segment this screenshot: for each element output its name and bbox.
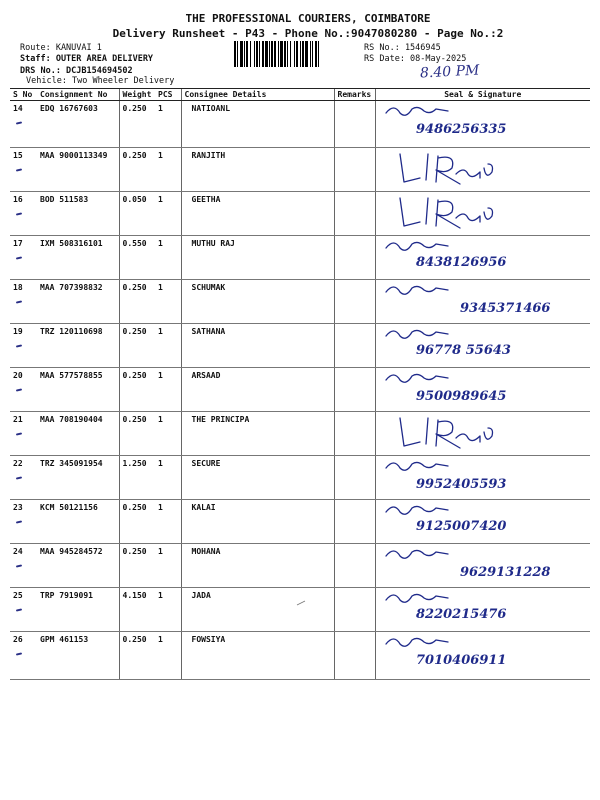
handwritten-signature xyxy=(376,588,586,628)
cell-weight: 0.250 xyxy=(119,632,155,680)
route-label: Route: KANUVAI 1 xyxy=(20,43,102,53)
handwritten-signature xyxy=(376,456,586,496)
cell-weight: 0.250 xyxy=(119,101,155,148)
handwritten-phone: 8438126956 xyxy=(415,255,506,270)
cell-remarks xyxy=(334,544,375,588)
handwritten-signature xyxy=(376,280,586,320)
cell-remarks xyxy=(334,588,375,632)
cell-sno: 24 xyxy=(10,544,37,588)
table-row xyxy=(10,412,590,456)
cell-consignee: RANJITH xyxy=(181,148,334,192)
cell-consignee: MOHANA xyxy=(181,544,334,588)
cell-pcs: 1 xyxy=(155,192,181,236)
staff-label: Staff: OUTER AREA DELIVERY xyxy=(20,54,154,64)
cell-sno: 18 xyxy=(10,280,37,324)
col-header-pcs: PCS xyxy=(155,89,181,101)
handwritten-phone: 7010406911 xyxy=(415,653,506,668)
table-row xyxy=(10,280,590,324)
col-header-signature: Seal & Signature xyxy=(375,89,590,101)
cell-consignee: NATIOANL xyxy=(181,101,334,148)
cell-signature xyxy=(375,368,590,412)
cell-signature xyxy=(375,148,590,192)
ink-tick-mark xyxy=(16,564,22,567)
runsheet-table xyxy=(10,88,590,680)
cell-consignment: EDQ 16767603 xyxy=(37,101,119,148)
cell-sno: 23 xyxy=(10,500,37,544)
cell-sno: 17 xyxy=(10,236,37,280)
cell-weight: 0.250 xyxy=(119,324,155,368)
cell-signature xyxy=(375,632,590,680)
handwritten-phone: 8220215476 xyxy=(415,607,506,622)
cell-consignee: THE PRINCIPA xyxy=(181,412,334,456)
table-row xyxy=(10,588,590,632)
cell-consignee: FOWSIYA xyxy=(181,632,334,680)
cell-consignment: TRZ 345091954 xyxy=(37,456,119,500)
cell-weight: 0.250 xyxy=(119,412,155,456)
cell-consignee: ARSAAD xyxy=(181,368,334,412)
cell-weight: 0.050 xyxy=(119,192,155,236)
handwritten-phone: 9629131228 xyxy=(459,565,550,580)
cell-consignment: TRP 7919091 xyxy=(37,588,119,632)
handwritten-phone: 9486256335 xyxy=(415,122,506,137)
handwritten-signature xyxy=(376,324,586,364)
ink-tick-mark xyxy=(16,652,22,655)
cell-signature xyxy=(375,192,590,236)
cell-consignee: JADA xyxy=(181,588,334,632)
ink-tick-mark xyxy=(16,608,22,611)
col-header-weight: Weight xyxy=(119,89,155,101)
cell-pcs: 1 xyxy=(155,148,181,192)
cell-remarks xyxy=(334,456,375,500)
cell-consignment: KCM 50121156 xyxy=(37,500,119,544)
cell-weight: 4.150 xyxy=(119,588,155,632)
cell-signature xyxy=(375,544,590,588)
table-row xyxy=(10,500,590,544)
handwritten-signature xyxy=(376,236,586,276)
table-row xyxy=(10,368,590,412)
cell-signature xyxy=(375,500,590,544)
cell-sno: 21 xyxy=(10,412,37,456)
cell-pcs: 1 xyxy=(155,588,181,632)
cell-pcs: 1 xyxy=(155,280,181,324)
handwritten-phone: 96778 55643 xyxy=(415,343,511,358)
table-row xyxy=(10,324,590,368)
cell-signature xyxy=(375,588,590,632)
table-row xyxy=(10,192,590,236)
cell-weight: 0.250 xyxy=(119,544,155,588)
cell-consignment: BOD 511583 xyxy=(37,192,119,236)
cell-sno: 15 xyxy=(10,148,37,192)
ink-tick-mark xyxy=(16,212,22,215)
cell-remarks xyxy=(334,148,375,192)
cell-pcs: 1 xyxy=(155,456,181,500)
ink-tick-mark xyxy=(16,432,22,435)
ink-tick-mark xyxy=(16,121,22,124)
cell-signature xyxy=(375,412,590,456)
drs-number: DRS No.: DCJB154694502 xyxy=(20,66,133,76)
cell-sno: 20 xyxy=(10,368,37,412)
cell-remarks xyxy=(334,236,375,280)
cell-remarks xyxy=(334,500,375,544)
cell-consignment: MAA 9000113349 xyxy=(37,148,119,192)
cell-consignee: SCHUMAK xyxy=(181,280,334,324)
stray-pen-mark xyxy=(296,600,306,606)
col-header-sno: S No xyxy=(10,89,37,101)
col-header-consignment: Consignment No xyxy=(37,89,119,101)
cell-consignee: MUTHU RAJ xyxy=(181,236,334,280)
handwritten-phone: 9125007420 xyxy=(415,519,506,534)
cell-weight: 1.250 xyxy=(119,456,155,500)
handwritten-signature xyxy=(376,544,586,584)
table-row xyxy=(10,456,590,500)
company-title: THE PROFESSIONAL COURIERS, COIMBATORE xyxy=(185,12,431,25)
cell-remarks xyxy=(334,368,375,412)
cell-weight: 0.250 xyxy=(119,280,155,324)
cell-pcs: 1 xyxy=(155,236,181,280)
handwritten-signature xyxy=(376,148,586,188)
cell-signature xyxy=(375,280,590,324)
table-row xyxy=(10,148,590,192)
cell-sno: 26 xyxy=(10,632,37,680)
cell-signature xyxy=(375,101,590,148)
cell-pcs: 1 xyxy=(155,412,181,456)
cell-consignee: SATHANA xyxy=(181,324,334,368)
runsheet-subtitle: Delivery Runsheet - P43 - Phone No.:9047080280 - Page No.:2 xyxy=(112,27,504,40)
barcode-image xyxy=(234,41,358,67)
cell-remarks xyxy=(334,101,375,148)
cell-signature xyxy=(375,324,590,368)
rs-number: RS No.: 1546945 xyxy=(364,43,441,53)
ink-tick-mark xyxy=(16,388,22,391)
cell-consignee: SECURE xyxy=(181,456,334,500)
cell-sno: 16 xyxy=(10,192,37,236)
cell-consignee: GEETHA xyxy=(181,192,334,236)
cell-signature xyxy=(375,236,590,280)
table-row xyxy=(10,236,590,280)
cell-remarks xyxy=(334,324,375,368)
vehicle-label: Vehicle: Two Wheeler Delivery xyxy=(26,76,175,86)
ink-tick-mark xyxy=(16,476,22,479)
cell-pcs: 1 xyxy=(155,101,181,148)
cell-remarks xyxy=(334,280,375,324)
cell-signature xyxy=(375,456,590,500)
table-row xyxy=(10,101,590,148)
cell-weight: 0.250 xyxy=(119,368,155,412)
cell-remarks xyxy=(334,192,375,236)
cell-sno: 22 xyxy=(10,456,37,500)
handwritten-time: 8.40 PM xyxy=(419,62,480,82)
handwritten-signature xyxy=(376,192,586,232)
cell-consignment: MAA 945284572 xyxy=(37,544,119,588)
cell-pcs: 1 xyxy=(155,324,181,368)
cell-consignment: TRZ 120110698 xyxy=(37,324,119,368)
table-row xyxy=(10,632,590,680)
cell-consignment: GPM 461153 xyxy=(37,632,119,680)
handwritten-signature xyxy=(376,101,586,141)
ink-tick-mark xyxy=(16,520,22,523)
handwritten-phone: 9952405593 xyxy=(415,477,506,492)
table-row xyxy=(10,544,590,588)
cell-pcs: 1 xyxy=(155,368,181,412)
cell-remarks xyxy=(334,412,375,456)
cell-pcs: 1 xyxy=(155,544,181,588)
cell-sno: 19 xyxy=(10,324,37,368)
ink-tick-mark xyxy=(16,344,22,347)
cell-consignment: MAA 708190404 xyxy=(37,412,119,456)
handwritten-phone: 9500989645 xyxy=(415,389,506,404)
cell-weight: 0.550 xyxy=(119,236,155,280)
cell-consignment: MAA 707398832 xyxy=(37,280,119,324)
cell-consignment: MAA 577578855 xyxy=(37,368,119,412)
cell-pcs: 1 xyxy=(155,500,181,544)
handwritten-phone: 9345371466 xyxy=(459,301,550,316)
col-header-remarks: Remarks xyxy=(334,89,375,101)
cell-consignment: IXM 508316101 xyxy=(37,236,119,280)
cell-weight: 0.250 xyxy=(119,148,155,192)
rs-date: RS Date: 08-May-2025 xyxy=(364,54,467,64)
ink-tick-mark xyxy=(16,256,22,259)
handwritten-signature xyxy=(376,368,586,408)
handwritten-signature xyxy=(376,632,586,672)
cell-consignee: KALAI xyxy=(181,500,334,544)
ink-tick-mark xyxy=(16,300,22,303)
cell-weight: 0.250 xyxy=(119,500,155,544)
table-header-row xyxy=(10,89,590,101)
col-header-consignee: Consignee Details xyxy=(181,89,334,101)
handwritten-signature xyxy=(376,412,586,452)
cell-pcs: 1 xyxy=(155,632,181,680)
cell-sno: 14 xyxy=(10,101,37,148)
cell-remarks xyxy=(334,632,375,680)
cell-sno: 25 xyxy=(10,588,37,632)
ink-tick-mark xyxy=(16,168,22,171)
handwritten-signature xyxy=(376,500,586,540)
